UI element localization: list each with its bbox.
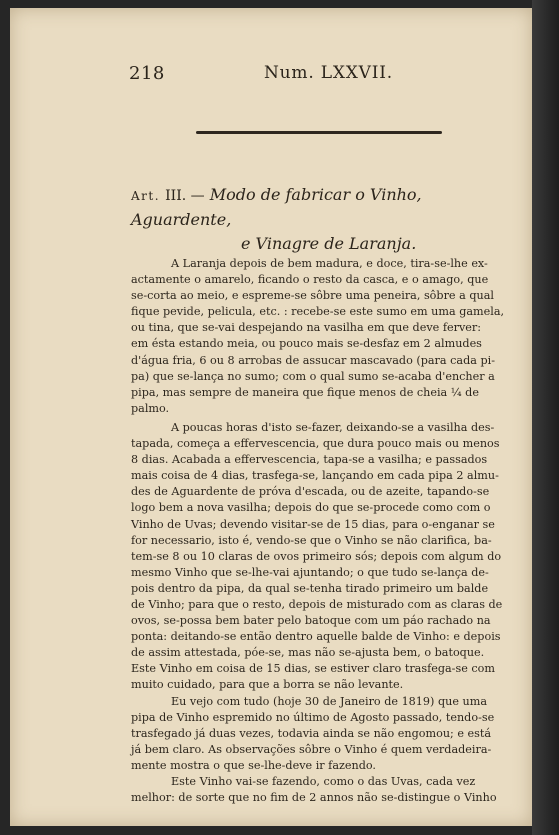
- text-line: Este Vinho vai-se fazendo, como o das Uvas, cada vez: [171, 775, 476, 788]
- text-line: ovos, se-possa bem bater pelo batoque com um páo rachado na: [131, 614, 491, 628]
- text-line: palmo.: [131, 401, 170, 415]
- text-line: trasfegado já duas vezes, todavia ainda se não engomou; e está: [131, 726, 492, 740]
- text-line: logo bem a nova vasilha; depois do que se-procede como com o: [131, 501, 491, 515]
- issue-heading: Num. LXXVII.: [264, 63, 393, 83]
- text-line: Eu vejo com tudo (hoje 30 de Janeiro de 1819) que uma: [171, 694, 487, 708]
- text-line: Este Vinho em coisa de 15 dias, se estiver claro trasfega-se com: [131, 662, 495, 676]
- text-line: já bem claro. As observações sôbre o Vinho é quem verdadeira-: [131, 742, 492, 756]
- text-line: mesmo Vinho que se-lhe-vai ajuntando; o que tudo se-lança de-: [131, 565, 489, 579]
- text-line: actamente o amarelo, ficando o resto da casca, e o amago, que: [131, 273, 489, 287]
- paragraph-4: [131, 774, 509, 806]
- paragraph-1: [131, 256, 509, 417]
- text-line: se-corta ao meio, e espreme-se sôbre uma peneira, sôbre a qual: [131, 289, 494, 303]
- paragraph-3: [131, 694, 509, 774]
- text-line: tem-se 8 ou 10 claras de ovos primeiro sós; depois com algum do: [131, 549, 502, 563]
- text-line: fique pevide, pelicula, etc. : recebe-se este sumo em uma gamela,: [131, 305, 505, 319]
- article-title: [131, 183, 521, 256]
- text-line: ponta: deitando-se então dentro aquelle balde de Vinho: e depois: [131, 630, 501, 644]
- text-line: em ésta estando meia, ou pouco mais se-desfaz em 2 almudes: [131, 337, 482, 351]
- text-line: 8 dias. Acabada a effervescencia, tapa-se a vasilha; e passados: [131, 453, 488, 467]
- text-line: d'água fria, 6 ou 8 arrobas de assucar mascavado (para cada pi-: [131, 353, 495, 367]
- text-line: de Vinho; para que o resto, depois de misturado com as claras de: [131, 597, 503, 611]
- text-line: A Laranja depois de bem madura, e doce, tira-se-lhe ex-: [171, 257, 488, 270]
- paragraph-2: [131, 420, 509, 694]
- text-line: tapada, começa a effervescencia, que dura pouco mais ou menos: [131, 437, 500, 451]
- text-line: mente mostra o que se-lhe-deve ir fazendo.: [131, 758, 376, 772]
- text-line: pipa, mas sempre de maneira que fique menos de cheia ¼ de: [131, 385, 479, 399]
- text-line: mais coisa de 4 dias, trasfega-se, lançando em cada pipa 2 almu-: [131, 469, 499, 483]
- text-line: pipa de Vinho espremido no último de Agosto passado, tendo-se: [131, 710, 495, 724]
- text-line: des de Aguardente de próva d'escada, ou de azeite, tapando-se: [131, 485, 490, 499]
- title-line-1: Modo de fabricar o Vinho, Aguardente,: [131, 185, 422, 229]
- article-body: [131, 256, 509, 806]
- title-line-2: e Vinagre de Laranja.: [241, 234, 417, 253]
- article-label: Art.: [131, 189, 161, 203]
- text-line: muito cuidado, para que a borra se não levante.: [131, 678, 404, 692]
- text-line: A poucas horas d'isto se-fazer, deixando-se a vasilha des-: [171, 420, 495, 434]
- text-line: ou tina, que se-vai despejando na vasilha em que deve ferver:: [131, 321, 481, 335]
- text-line: de assim attestada, póe-se, mas não se-ajusta bem, o batoque.: [131, 646, 485, 660]
- decorative-rule: [196, 131, 442, 134]
- text-line: melhor: de sorte que no fim de 2 annos não se-distingue o Vinho: [131, 791, 497, 805]
- text-line: pois dentro da pipa, da qual se-tenha tirado primeiro um balde: [131, 581, 489, 595]
- page-number: 218: [129, 63, 165, 84]
- text-line: Vinho de Uvas; devendo visitar-se de 15 dias, para o-enganar se: [131, 517, 495, 531]
- page-edge: [532, 0, 559, 835]
- text-line: pa) que se-lança no sumo; com o qual sumo se-acaba d'encher a: [131, 369, 495, 383]
- article-number: III. —: [165, 188, 205, 204]
- text-line: for necessario, isto é, vendo-se que o Vinho se não clarifica, ba-: [131, 533, 492, 547]
